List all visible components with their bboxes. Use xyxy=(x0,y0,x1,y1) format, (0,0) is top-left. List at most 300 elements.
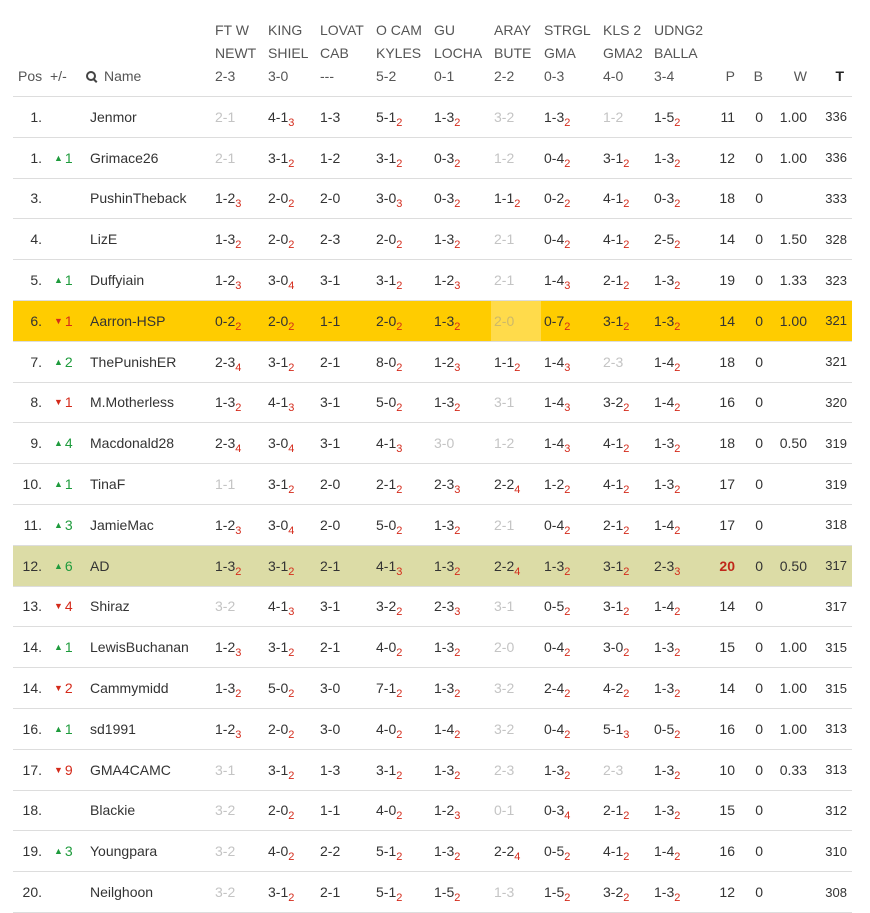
prediction-points: 2 xyxy=(623,320,630,333)
player-name[interactable]: Shiraz xyxy=(86,586,212,627)
prediction-points: 2 xyxy=(674,116,681,129)
prediction-cell xyxy=(317,219,373,260)
prediction-cell xyxy=(265,831,317,872)
prediction-cell xyxy=(431,504,491,545)
prediction-score: 1-4 xyxy=(654,353,675,370)
prediction-score: 1-3 xyxy=(654,639,675,656)
table-row[interactable] xyxy=(13,341,852,382)
player-name[interactable]: GMA4CAMC xyxy=(86,749,212,790)
prediction-cell xyxy=(431,749,491,790)
player-name[interactable]: sd1991 xyxy=(86,708,212,749)
player-name[interactable]: LewisBuchanan xyxy=(86,627,212,668)
table-row[interactable] xyxy=(13,97,852,138)
w-value xyxy=(771,382,815,423)
prediction-cell xyxy=(541,464,600,505)
prediction-points: 2 xyxy=(564,728,571,741)
table-row[interactable] xyxy=(13,627,852,668)
prediction-points: 2 xyxy=(396,769,403,782)
prediction-points: 2 xyxy=(288,565,295,578)
prediction-points: 2 xyxy=(674,443,681,456)
prediction-cell xyxy=(373,178,431,219)
w-value xyxy=(771,790,815,831)
prediction-score: 2-1 xyxy=(494,231,515,248)
change-value: 3 xyxy=(64,843,73,860)
prediction-cell xyxy=(265,872,317,913)
prediction-cell xyxy=(541,260,600,301)
header-w[interactable]: W xyxy=(771,0,815,97)
prediction-cell xyxy=(317,504,373,545)
player-name[interactable]: Neilghoon xyxy=(86,872,212,913)
prediction-cell xyxy=(212,872,265,913)
table-row[interactable] xyxy=(13,749,852,790)
player-name[interactable]: Youngpara xyxy=(86,831,212,872)
change-value: 6 xyxy=(64,557,73,574)
table-row[interactable] xyxy=(13,504,852,545)
fixture-score: 0-3 xyxy=(544,68,565,84)
bonus-value: 0 xyxy=(743,790,771,831)
played-value: 14 xyxy=(713,300,743,341)
header-fixture-7[interactable] xyxy=(541,0,600,97)
header-bonus[interactable]: B xyxy=(743,0,771,97)
prediction-score: 2-1 xyxy=(376,476,397,493)
prediction-score: 1-3 xyxy=(654,312,675,329)
header-fixture-1[interactable] xyxy=(212,0,265,97)
bonus-value: 0 xyxy=(743,341,771,382)
bonus-value: 0 xyxy=(743,545,771,586)
triangle-up-icon: ▲ xyxy=(54,519,63,530)
prediction-cell xyxy=(491,423,541,464)
prediction-score: 3-1 xyxy=(268,149,289,166)
prediction-score: 2-1 xyxy=(603,516,624,533)
table-row[interactable] xyxy=(13,586,852,627)
prediction-points: 2 xyxy=(623,565,630,578)
prediction-score: 3-1 xyxy=(320,394,341,411)
row-change xyxy=(50,178,86,219)
prediction-cell xyxy=(491,382,541,423)
prediction-cell xyxy=(265,627,317,668)
prediction-points: 2 xyxy=(623,239,630,252)
table-row[interactable] xyxy=(13,137,852,178)
prediction-points: 2 xyxy=(623,443,630,456)
prediction-cell xyxy=(600,423,651,464)
table-row[interactable] xyxy=(13,219,852,260)
row-change xyxy=(50,790,86,831)
prediction-score: 1-3 xyxy=(215,680,236,697)
player-name[interactable]: ThePunishER xyxy=(86,341,212,382)
header-fixture-8[interactable] xyxy=(600,0,651,97)
prediction-score: 2-1 xyxy=(215,149,236,166)
prediction-score: 0-2 xyxy=(544,190,565,207)
bonus-value: 0 xyxy=(743,382,771,423)
prediction-cell xyxy=(373,749,431,790)
prediction-score: 3-2 xyxy=(215,843,236,860)
row-position: 6. xyxy=(13,300,50,341)
prediction-score: 1-3 xyxy=(320,761,341,778)
row-position: 4. xyxy=(13,219,50,260)
prediction-cell xyxy=(491,178,541,219)
prediction-points: 3 xyxy=(396,565,403,578)
prediction-cell xyxy=(265,341,317,382)
prediction-points: 2 xyxy=(288,484,295,497)
prediction-points: 2 xyxy=(454,524,461,537)
prediction-score: 3-1 xyxy=(268,761,289,778)
prediction-score: 2-1 xyxy=(494,516,515,533)
player-name[interactable]: Duffyiain xyxy=(86,260,212,301)
prediction-points: 2 xyxy=(288,320,295,333)
w-value xyxy=(771,178,815,219)
prediction-score: 1-3 xyxy=(215,394,236,411)
prediction-cell xyxy=(431,627,491,668)
header-fixture-6[interactable] xyxy=(491,0,541,97)
prediction-cell xyxy=(373,97,431,138)
prediction-points: 2 xyxy=(674,606,681,619)
bonus-value: 0 xyxy=(743,627,771,668)
prediction-score: 3-1 xyxy=(268,476,289,493)
prediction-score: 1-4 xyxy=(654,394,675,411)
prediction-points: 2 xyxy=(674,810,681,823)
w-value: 1.00 xyxy=(771,97,815,138)
fixture-away: KYLES xyxy=(376,45,422,61)
prediction-points: 2 xyxy=(564,606,571,619)
table-row[interactable] xyxy=(13,790,852,831)
row-position: 13. xyxy=(13,586,50,627)
prediction-points: 2 xyxy=(623,606,630,619)
bonus-value: 0 xyxy=(743,586,771,627)
header-name[interactable] xyxy=(86,0,212,97)
prediction-points: 2 xyxy=(674,320,681,333)
prediction-cell xyxy=(265,464,317,505)
table-row[interactable] xyxy=(13,423,852,464)
player-name[interactable]: Jenmor xyxy=(86,97,212,138)
played-value: 12 xyxy=(713,872,743,913)
prediction-score: 1-3 xyxy=(654,680,675,697)
player-name[interactable]: Blackie xyxy=(86,790,212,831)
prediction-points: 4 xyxy=(288,443,295,456)
prediction-points: 3 xyxy=(235,647,242,660)
prediction-score: 1-3 xyxy=(434,639,455,656)
prediction-points: 2 xyxy=(396,116,403,129)
prediction-score: 2-0 xyxy=(320,190,341,207)
prediction-points: 2 xyxy=(454,851,461,864)
prediction-cell xyxy=(431,586,491,627)
player-name[interactable]: Grimace26 xyxy=(86,137,212,178)
prediction-points: 3 xyxy=(623,728,630,741)
prediction-points: 3 xyxy=(396,198,403,211)
table-row[interactable] xyxy=(13,464,852,505)
row-change xyxy=(50,749,86,790)
prediction-points: 2 xyxy=(674,157,681,170)
table-row[interactable] xyxy=(13,178,852,219)
prediction-score: 1-2 xyxy=(494,435,515,452)
prediction-score: 1-3 xyxy=(215,231,236,248)
header-pos[interactable]: Pos xyxy=(13,0,50,97)
played-value: 17 xyxy=(713,504,743,545)
prediction-score: 1-4 xyxy=(654,843,675,860)
prediction-points: 2 xyxy=(396,280,403,293)
prediction-points: 2 xyxy=(674,851,681,864)
player-name[interactable]: AD xyxy=(86,545,212,586)
prediction-cell xyxy=(317,382,373,423)
header-name-label: Name xyxy=(104,68,142,84)
prediction-cell xyxy=(600,749,651,790)
w-value: 0.50 xyxy=(771,423,815,464)
prediction-points: 2 xyxy=(623,157,630,170)
prediction-score: 2-0 xyxy=(268,802,289,819)
prediction-points: 2 xyxy=(396,402,403,415)
prediction-points: 2 xyxy=(396,320,403,333)
header-fixture-5[interactable] xyxy=(431,0,491,97)
total-value: 308 xyxy=(815,872,852,913)
row-position: 1. xyxy=(13,137,50,178)
prediction-cell xyxy=(431,178,491,219)
prediction-score: 2-3 xyxy=(320,231,341,248)
prediction-cell xyxy=(541,97,600,138)
prediction-score: 3-1 xyxy=(376,761,397,778)
change-value: 1 xyxy=(64,639,73,656)
bonus-value: 0 xyxy=(743,219,771,260)
prediction-score: 3-2 xyxy=(603,394,624,411)
bonus-value: 0 xyxy=(743,749,771,790)
played-value: 15 xyxy=(713,790,743,831)
fixture-score: 5-2 xyxy=(376,68,397,84)
prediction-score: 3-2 xyxy=(376,598,397,615)
prediction-cell xyxy=(651,260,713,301)
prediction-points: 3 xyxy=(454,606,461,619)
player-name[interactable]: Macdonald28 xyxy=(86,423,212,464)
prediction-cell xyxy=(317,668,373,709)
prediction-score: 2-0 xyxy=(320,476,341,493)
prediction-score: 1-3 xyxy=(434,680,455,697)
bonus-value: 0 xyxy=(743,872,771,913)
prediction-points: 2 xyxy=(454,688,461,701)
prediction-score: 1-2 xyxy=(434,802,455,819)
player-name[interactable]: TinaF xyxy=(86,464,212,505)
header-fixture-2[interactable] xyxy=(265,0,317,97)
prediction-score: 1-4 xyxy=(654,598,675,615)
prediction-score: 1-2 xyxy=(320,149,341,166)
total-value: 321 xyxy=(815,300,852,341)
header-fixture-3[interactable] xyxy=(317,0,373,97)
prediction-cell xyxy=(265,137,317,178)
prediction-points: 2 xyxy=(396,606,403,619)
prediction-score: 5-0 xyxy=(268,680,289,697)
prediction-score: 4-0 xyxy=(268,843,289,860)
prediction-cell xyxy=(491,97,541,138)
prediction-score: 1-4 xyxy=(434,720,455,737)
prediction-points: 2 xyxy=(396,361,403,374)
prediction-score: 1-3 xyxy=(544,761,565,778)
bonus-value: 0 xyxy=(743,260,771,301)
prediction-points: 2 xyxy=(674,769,681,782)
header-total[interactable]: T xyxy=(815,0,852,97)
prediction-points: 2 xyxy=(674,647,681,660)
w-value: 0.33 xyxy=(771,749,815,790)
header-fixture-4[interactable] xyxy=(373,0,431,97)
prediction-points: 3 xyxy=(564,280,571,293)
prediction-cell xyxy=(317,341,373,382)
prediction-points: 2 xyxy=(454,647,461,660)
fixture-score: 2-3 xyxy=(215,68,236,84)
prediction-cell xyxy=(491,668,541,709)
prediction-points: 2 xyxy=(235,320,242,333)
prediction-score: 1-1 xyxy=(215,476,236,493)
player-name[interactable]: LizE xyxy=(86,219,212,260)
prediction-points: 2 xyxy=(288,769,295,782)
prediction-cell xyxy=(317,749,373,790)
search-icon[interactable] xyxy=(86,71,97,82)
prediction-points: 4 xyxy=(564,810,571,823)
prediction-score: 1-1 xyxy=(320,802,341,819)
total-value: 336 xyxy=(815,97,852,138)
prediction-points: 2 xyxy=(564,239,571,252)
prediction-score: 3-1 xyxy=(603,557,624,574)
total-value: 321 xyxy=(815,341,852,382)
player-name[interactable]: PushinTheback xyxy=(86,178,212,219)
prediction-points: 2 xyxy=(564,769,571,782)
player-name[interactable]: JamieMac xyxy=(86,504,212,545)
prediction-cell xyxy=(212,178,265,219)
bonus-value: 0 xyxy=(743,831,771,872)
prediction-cell xyxy=(212,341,265,382)
prediction-cell xyxy=(600,668,651,709)
prediction-score: 2-3 xyxy=(494,761,515,778)
fixture-score: 0-1 xyxy=(434,68,455,84)
prediction-cell xyxy=(212,627,265,668)
prediction-score: 2-0 xyxy=(494,639,515,656)
prediction-points: 3 xyxy=(288,402,295,415)
prediction-points: 4 xyxy=(514,851,521,864)
fixture-away: BUTE xyxy=(494,45,532,61)
prediction-cell xyxy=(265,382,317,423)
prediction-score: 2-3 xyxy=(215,353,236,370)
prediction-cell xyxy=(600,790,651,831)
total-value: 318 xyxy=(815,504,852,545)
prediction-score: 2-2 xyxy=(320,843,341,860)
prediction-score: 3-2 xyxy=(494,720,515,737)
prediction-points: 2 xyxy=(623,524,630,537)
prediction-cell xyxy=(431,831,491,872)
prediction-score: 1-2 xyxy=(215,639,236,656)
prediction-score: 1-4 xyxy=(544,394,565,411)
prediction-cell xyxy=(651,464,713,505)
prediction-cell xyxy=(651,668,713,709)
header-change[interactable]: +/- xyxy=(50,0,86,97)
w-value xyxy=(771,831,815,872)
change-value: 1 xyxy=(64,312,73,329)
header-fixture-9[interactable] xyxy=(651,0,713,97)
total-value: 317 xyxy=(815,586,852,627)
triangle-down-icon: ▼ xyxy=(54,764,63,775)
change-indicator xyxy=(54,558,73,574)
table-row[interactable] xyxy=(13,708,852,749)
prediction-score: 4-0 xyxy=(376,720,397,737)
played-value: 11 xyxy=(713,97,743,138)
prediction-cell xyxy=(373,260,431,301)
triangle-up-icon: ▲ xyxy=(54,846,63,857)
prediction-points: 2 xyxy=(454,565,461,578)
table-row[interactable] xyxy=(13,668,852,709)
table-row[interactable] xyxy=(13,260,852,301)
played-value: 15 xyxy=(713,627,743,668)
prediction-cell xyxy=(212,219,265,260)
prediction-cell xyxy=(541,423,600,464)
prediction-points: 2 xyxy=(674,892,681,905)
prediction-points: 2 xyxy=(396,728,403,741)
prediction-score: 0-4 xyxy=(544,516,565,533)
row-change xyxy=(50,219,86,260)
prediction-score: 5-0 xyxy=(376,516,397,533)
prediction-points: 4 xyxy=(514,565,521,578)
prediction-cell xyxy=(600,545,651,586)
table-row[interactable] xyxy=(13,300,852,341)
prediction-cell xyxy=(373,708,431,749)
prediction-score: 0-5 xyxy=(544,598,565,615)
table-row[interactable] xyxy=(13,831,852,872)
triangle-up-icon: ▲ xyxy=(54,275,63,286)
prediction-points: 2 xyxy=(674,280,681,293)
triangle-down-icon: ▼ xyxy=(54,315,63,326)
player-name[interactable]: Aarron-HSP xyxy=(86,300,212,341)
prediction-score: 1-5 xyxy=(544,884,565,901)
prediction-cell xyxy=(265,708,317,749)
prediction-cell xyxy=(212,260,265,301)
prediction-score: 2-0 xyxy=(268,231,289,248)
prediction-score: 0-3 xyxy=(434,190,455,207)
fixture-away: CAB xyxy=(320,45,349,61)
prediction-points: 2 xyxy=(396,239,403,252)
prediction-cell xyxy=(317,627,373,668)
prediction-score: 1-3 xyxy=(434,761,455,778)
row-change xyxy=(50,504,86,545)
prediction-score: 1-3 xyxy=(654,476,675,493)
prediction-score: 1-3 xyxy=(434,843,455,860)
prediction-points: 2 xyxy=(564,198,571,211)
prediction-cell xyxy=(373,464,431,505)
prediction-score: 1-2 xyxy=(544,476,565,493)
fixture-home: ARAY xyxy=(494,22,532,38)
prediction-cell xyxy=(212,790,265,831)
prediction-points: 2 xyxy=(564,320,571,333)
change-value: 3 xyxy=(64,516,73,533)
prediction-score: 0-7 xyxy=(544,312,565,329)
prediction-points: 2 xyxy=(674,402,681,415)
prediction-cell xyxy=(600,586,651,627)
table-row[interactable] xyxy=(13,872,852,913)
header-played[interactable]: P xyxy=(713,0,743,97)
prediction-points: 2 xyxy=(564,647,571,660)
prediction-points: 2 xyxy=(396,851,403,864)
row-position: 16. xyxy=(13,708,50,749)
fixture-away: SHIEL xyxy=(268,45,309,61)
prediction-cell xyxy=(373,668,431,709)
played-value: 14 xyxy=(713,586,743,627)
prediction-points: 2 xyxy=(623,402,630,415)
table-row[interactable] xyxy=(13,545,852,586)
prediction-points: 2 xyxy=(623,851,630,864)
row-change xyxy=(50,627,86,668)
player-name[interactable]: Cammymidd xyxy=(86,668,212,709)
w-value: 1.00 xyxy=(771,137,815,178)
prediction-points: 3 xyxy=(454,484,461,497)
player-name[interactable]: M.Motherless xyxy=(86,382,212,423)
prediction-points: 2 xyxy=(564,524,571,537)
prediction-cell xyxy=(600,504,651,545)
table-row[interactable] xyxy=(13,382,852,423)
prediction-cell xyxy=(373,382,431,423)
prediction-cell xyxy=(541,749,600,790)
prediction-cell xyxy=(373,423,431,464)
prediction-score: 4-1 xyxy=(603,435,624,452)
